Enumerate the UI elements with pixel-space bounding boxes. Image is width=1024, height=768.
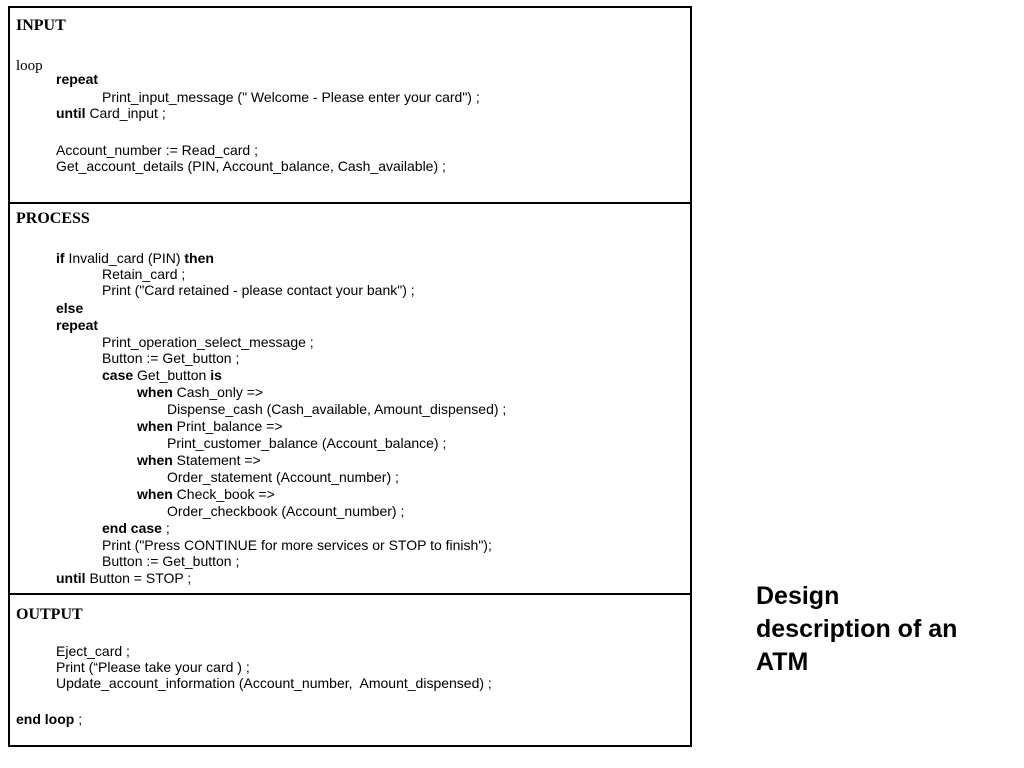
print-operation-line: Print_operation_select_message ; [102,334,314,350]
until-stop-line: until Button = STOP ; [56,570,192,586]
slide-caption [756,580,1016,679]
case-line: case Get_button is [102,367,222,383]
account-number-line: Account_number := Read_card ; [56,142,258,158]
when-cash-line: when Cash_only => [137,384,264,400]
process-repeat-line: repeat [56,317,99,333]
button-get-line-2: Button := Get_button ; [102,553,240,569]
caption-line-3: ATM [756,648,809,676]
process-heading: PROCESS [16,210,90,227]
until-card-input-line: until Card_input ; [56,105,166,121]
print-continue-line: Print ("Press CONTINUE for more services or STOP to finish"); [102,537,492,553]
get-account-details-line: Get_account_details (PIN, Account_balance, Cash_available) ; [56,158,446,174]
print-take-card-line: Print (“Please take your card ) ; [56,659,250,675]
when-statement-line: when Statement => [137,452,261,468]
when-balance-line: when Print_balance => [137,418,283,434]
when-checkbook-line: when Check_book => [137,486,275,502]
caption-line-1: Design [756,582,840,610]
caption-line-2: description of an [756,615,958,643]
print-retained-line: Print ("Card retained - please contact your bank") ; [102,282,415,298]
output-section [8,593,692,747]
order-statement-line: Order_statement (Account_number) ; [167,469,399,485]
eject-card-line: Eject_card ; [56,643,130,659]
print-customer-balance-line: Print_customer_balance (Account_balance) ; [167,435,447,451]
input-section [8,6,692,202]
dispense-cash-line: Dispense_cash (Cash_available, Amount_dispensed) ; [167,401,507,417]
if-invalid-card-line: if Invalid_card (PIN) then [56,250,214,266]
else-line: else [56,300,84,316]
loop-keyword: loop [16,58,43,74]
end-loop-line: end loop ; [16,711,83,727]
button-get-line-1: Button := Get_button ; [102,350,240,366]
update-account-line: Update_account_information (Account_number, Amount_dispensed) ; [56,675,492,691]
input-repeat-line: repeat [56,71,99,87]
order-checkbook-line: Order_checkbook (Account_number) ; [167,503,405,519]
input-heading: INPUT [16,17,66,34]
retain-card-line: Retain_card ; [102,266,186,282]
output-heading: OUTPUT [16,606,83,623]
end-case-line: end case ; [102,520,170,536]
process-section [8,202,692,593]
print-welcome-line: Print_input_message (" Welcome - Please enter your card") ; [102,89,480,105]
